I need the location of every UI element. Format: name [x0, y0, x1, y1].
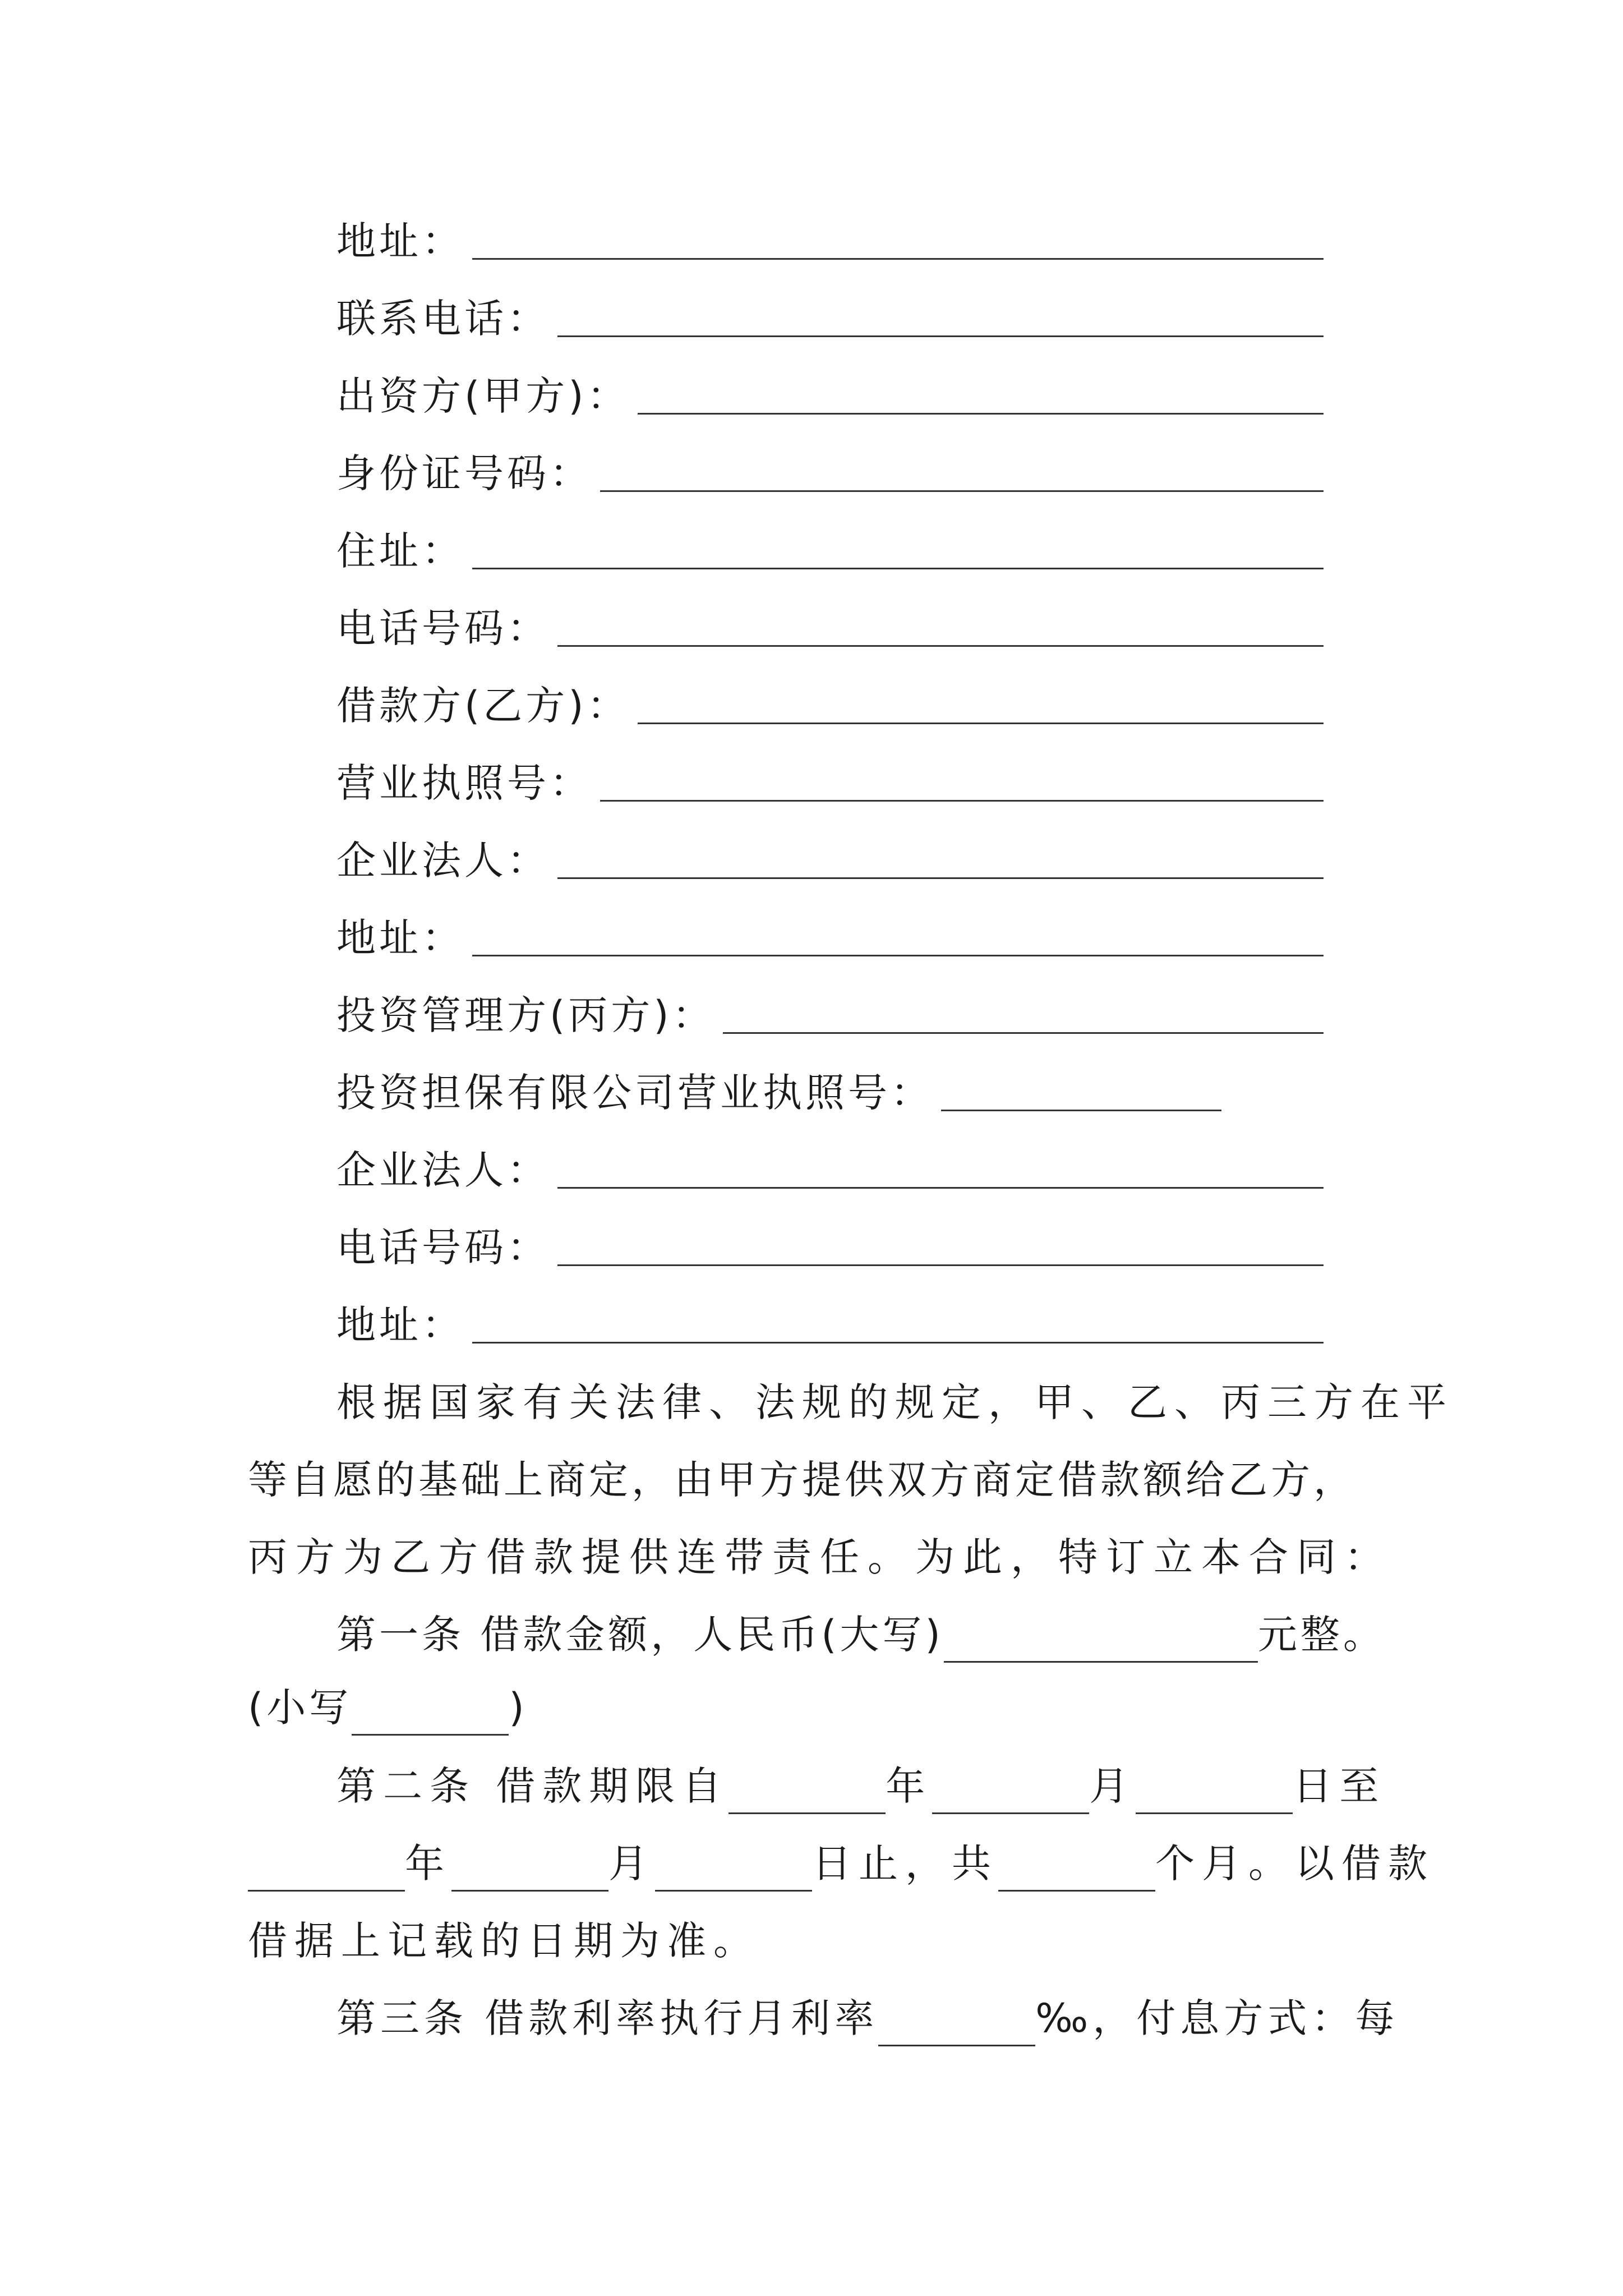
amount-lowercase-blank[interactable]: [352, 1699, 509, 1736]
field-party-b: [336, 678, 1324, 734]
field-label: 电话号码：: [336, 605, 550, 651]
end-day-blank[interactable]: [655, 1855, 812, 1892]
field-address-3: [336, 1297, 1324, 1353]
year-text: 年: [886, 1763, 933, 1809]
article-3-prefix: 第三条 借款利率执行月利率: [336, 1995, 879, 2041]
field-residence: [336, 523, 1324, 579]
field-party-c: [336, 987, 1324, 1043]
field-blank[interactable]: [600, 455, 1324, 492]
article-1-line-2: [248, 1680, 528, 1736]
field-legal-person-2: [336, 1142, 1324, 1198]
intro-line-1: 根据国家有关法律、法规的规定，甲、乙、丙三方在平: [336, 1379, 1454, 1425]
field-label: 住址：: [336, 528, 464, 574]
day-end-text: 日止，共: [812, 1841, 998, 1887]
monthly-rate-blank[interactable]: [878, 2010, 1035, 2046]
field-blank[interactable]: [557, 1152, 1324, 1189]
small-amount-close: ): [509, 1685, 528, 1731]
article-3-line-1: [336, 1990, 1399, 2046]
field-legal-person-1: [336, 832, 1324, 889]
field-label: 企业法人：: [336, 1147, 550, 1193]
field-address-1: [336, 213, 1324, 269]
field-blank[interactable]: [557, 1230, 1324, 1266]
end-year-blank[interactable]: [248, 1855, 405, 1892]
field-label: 营业执照号：: [336, 760, 592, 806]
field-blank[interactable]: [638, 688, 1324, 724]
start-month-blank[interactable]: [932, 1778, 1089, 1814]
total-months-blank[interactable]: [998, 1855, 1155, 1892]
year-text: 年: [405, 1841, 451, 1887]
field-license-1: [336, 755, 1324, 811]
months-total-text: 个月。以借款: [1155, 1841, 1435, 1887]
field-blank[interactable]: [723, 997, 1324, 1034]
end-month-blank[interactable]: [451, 1855, 608, 1892]
article-2-line-1: [336, 1758, 1386, 1814]
field-label: 出资方(甲方)：: [336, 373, 630, 419]
field-phone-1: [336, 600, 1324, 656]
intro-line-3: 丙方为乙方借款提供连带责任。为此，特订立本合同：: [248, 1534, 1392, 1580]
field-label: 联系电话：: [336, 296, 550, 342]
field-blank[interactable]: [472, 1307, 1324, 1343]
field-party-a: [336, 368, 1324, 424]
amount-uppercase-blank[interactable]: [944, 1626, 1258, 1663]
start-year-blank[interactable]: [728, 1778, 886, 1814]
field-label: 地址：: [336, 915, 464, 961]
field-blank[interactable]: [472, 533, 1324, 569]
small-amount-open: (小写: [248, 1685, 352, 1731]
article-2-line-2: [248, 1835, 1435, 1892]
article-1-prefix: 第一条 借款金额，人民币(大写): [336, 1612, 944, 1658]
field-label: 地址：: [336, 218, 464, 264]
intro-line-2: 等自愿的基础上商定，由甲方提供双方商定借款额给乙方，: [248, 1457, 1356, 1503]
article-1-line-1: [336, 1607, 1386, 1663]
field-blank[interactable]: [638, 378, 1324, 415]
field-label: 企业法人：: [336, 838, 550, 884]
day-to-text: 日至: [1293, 1763, 1386, 1809]
field-label: 投资管理方(丙方)：: [336, 992, 715, 1038]
field-blank[interactable]: [557, 301, 1324, 337]
article-3-suffix: ‰，付息方式：每: [1035, 1995, 1399, 2041]
field-license-2: [336, 1065, 1324, 1121]
field-label: 借款方(乙方)：: [336, 683, 630, 729]
field-blank[interactable]: [600, 765, 1324, 802]
article-2-line-3: 借据上记载的日期为准。: [248, 1918, 760, 1964]
field-id-number: [336, 445, 1324, 501]
field-address-2: [336, 910, 1324, 966]
field-blank[interactable]: [557, 843, 1324, 879]
field-label: 投资担保有限公司营业执照号：: [336, 1070, 933, 1116]
month-text: 月: [1089, 1763, 1136, 1809]
field-blank[interactable]: [472, 920, 1324, 956]
field-label: 身份证号码：: [336, 450, 592, 496]
field-phone-2: [336, 1220, 1324, 1276]
article-2-prefix: 第二条 借款期限自: [336, 1763, 729, 1809]
month-text: 月: [608, 1841, 655, 1887]
field-label: 地址：: [336, 1302, 464, 1348]
field-label: 电话号码：: [336, 1225, 550, 1271]
article-1-suffix: 元整。: [1257, 1612, 1386, 1658]
field-blank[interactable]: [557, 610, 1324, 647]
field-contact-phone: [336, 291, 1324, 347]
field-blank[interactable]: [472, 223, 1324, 260]
start-day-blank[interactable]: [1136, 1778, 1293, 1814]
field-blank[interactable]: [941, 1075, 1221, 1111]
